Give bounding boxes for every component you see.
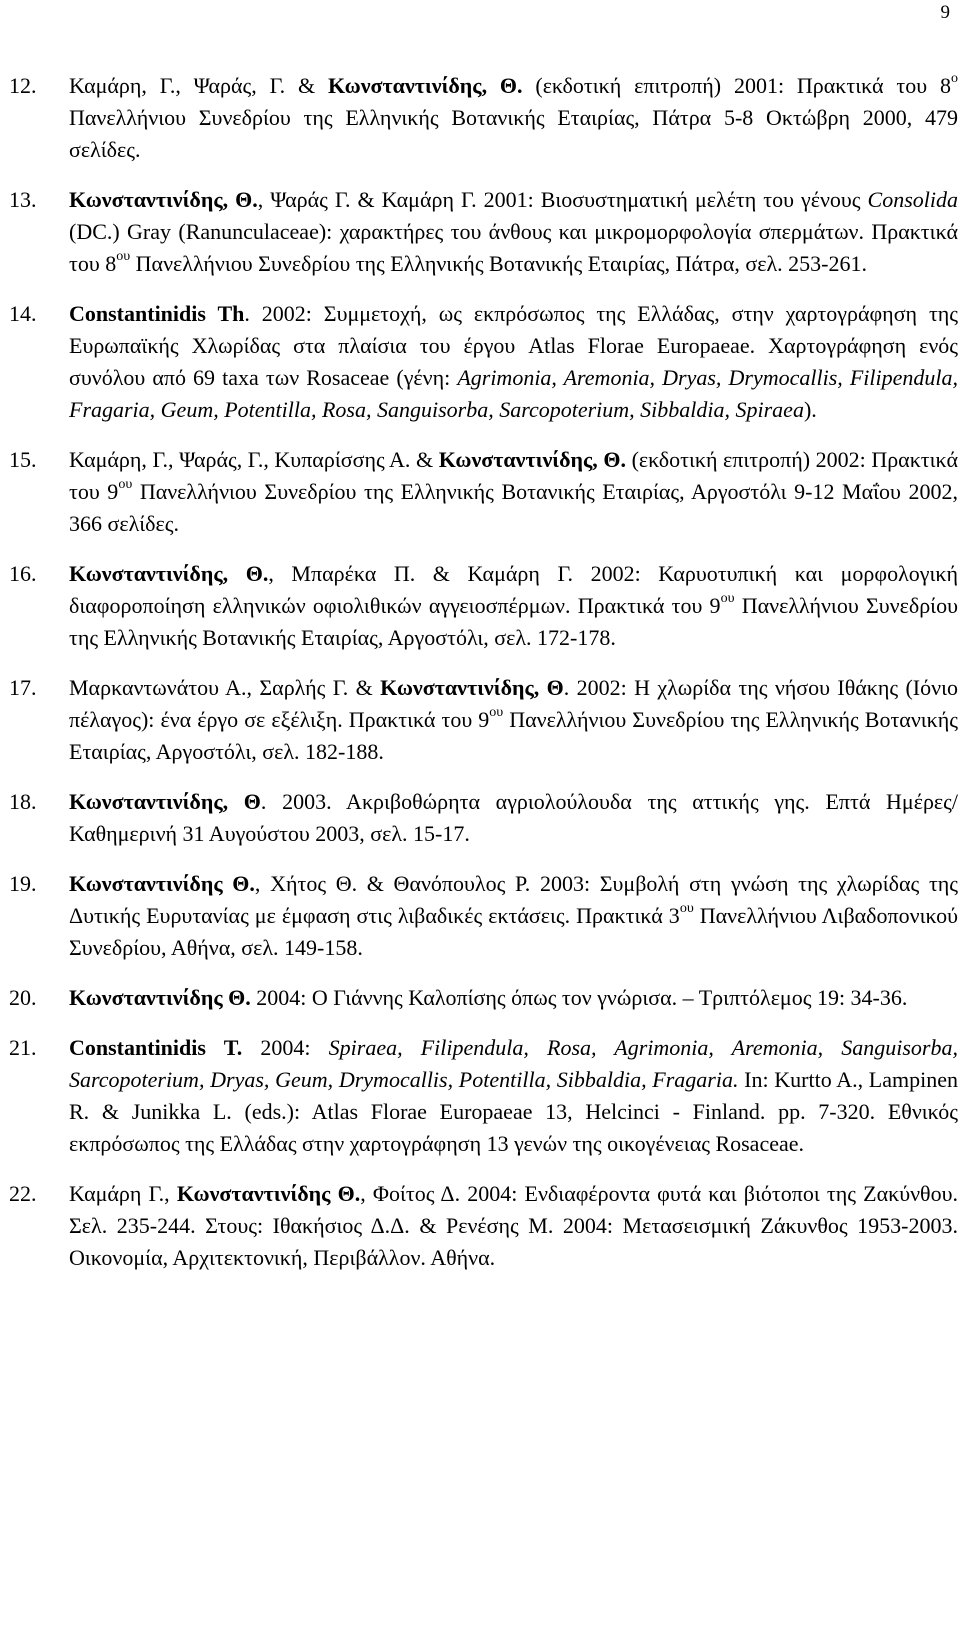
reference-text: Πανελλήνιου Συνεδρίου της Ελληνικής Βοτανικής Εταιρίας, Αργοστόλι 9-12 Μαΐου 2002, 366 σελίδες. xyxy=(69,479,959,536)
reference-number: 18. xyxy=(9,789,37,814)
ordinal-suffix: ο xyxy=(951,70,958,86)
reference-text: Πανελλήνιου Συνεδρίου της Ελληνικής Βοτανικής Εταιρίας, Αργοστόλι, σελ. 182-188. xyxy=(69,707,958,764)
reference-number: 12. xyxy=(9,73,37,98)
reference-text: Μαρκαντωνάτου Α., Σαρλής Γ. & xyxy=(69,675,381,700)
taxon-name: Spiraea, Filipendula, Rosa, Agrimonia, Aremonia, Sanguisorba, Sarcopoterium, Dryas, Geum, Drymocallis, Potentilla, Sibbaldia, Fragaria. xyxy=(69,1035,958,1092)
author-highlight: Κωνσταντινίδης, Θ xyxy=(69,789,261,814)
reference-text: Πανελλήνιου Συνεδρίου της Ελληνικής Βοτανικής Εταιρίας, Πάτρα, σελ. 253-261. xyxy=(130,251,867,276)
page-number: 9 xyxy=(940,2,950,23)
reference-number: 20. xyxy=(9,985,37,1010)
reference-text: Καμάρη, Γ., Ψαράς, Γ. & xyxy=(69,73,328,98)
reference-entry xyxy=(9,786,958,850)
author-highlight: Constantinidis Th xyxy=(69,301,245,326)
reference-entry xyxy=(9,868,958,964)
reference-text: Καμάρη, Γ., Ψαράς, Γ., Κυπαρίσσης Α. & xyxy=(69,447,439,472)
ordinal-suffix: ου xyxy=(116,248,131,264)
reference-text: (DC.) Gray (Ranunculaceae): χαρακτήρες του άνθους και μικρομορφολογία σπερμάτων. Πρακτικά του 8 xyxy=(69,219,958,276)
reference-text: Πανελλήνιου Λιβαδοπονικού Συνεδρίου, Αθήνα, σελ. 149-158. xyxy=(69,903,958,960)
reference-text: , Φοίτος Δ. 2004: Ενδιαφέροντα φυτά και βιότοποι της Ζακύνθου. Σελ. 235-244. Στους: Ιθακήσιος Δ.Δ. & Ρενέσης Μ. 2004: Μετασεισμική Ζάκυνθος 1953-2003. Οικονομία, Αρχιτεκτονική, Περιβάλλον. Αθήνα. xyxy=(69,1181,958,1270)
reference-list xyxy=(9,70,959,1292)
reference-text: , Μπαρέκα Π. & Καμάρη Γ. 2002: Καρυοτυπική και μορφολογική διαφοροποίηση ελληνικών οφιολιθικών αγγειοσπέρμων. Πρακτικά του 9 xyxy=(69,561,958,618)
reference-number: 22. xyxy=(9,1181,37,1206)
author-highlight: Constantinidis T. xyxy=(69,1035,243,1060)
reference-text: . 2003. Ακριβοθώρητα αγριολούλουδα της αττικής γης. Επτά Ημέρες/Καθημερινή 31 Αυγούστου 2003, σελ. 15-17. xyxy=(69,789,958,846)
reference-text: In: Kurtto A., Lampinen R. & Junikka L. (eds.): Atlas Florae Europaeae 13, Helcinci - Finland. pp. 7-320. Εθνικός εκπρόσωπος της Ελλάδας στην χαρτογράφηση 13 γενών της οικογένειας Rosaceae. xyxy=(69,1067,958,1156)
ordinal-suffix: ου xyxy=(679,900,694,916)
reference-entry xyxy=(9,70,958,166)
reference-number: 16. xyxy=(9,561,37,586)
reference-text: Πανελλήνιου Συνεδρίου της Ελληνικής Βοτανικής Εταιρίας, Αργοστόλι, σελ. 172-178. xyxy=(69,593,958,650)
reference-number: 19. xyxy=(9,871,37,896)
reference-text: ). xyxy=(803,397,817,422)
reference-number: 17. xyxy=(9,675,37,700)
reference-text: 2004: xyxy=(242,1035,329,1060)
ordinal-suffix: ου xyxy=(118,476,133,492)
reference-text: Καμάρη Γ., xyxy=(69,1181,177,1206)
reference-entry xyxy=(9,672,958,768)
author-highlight: Κωνσταντινίδης, Θ. xyxy=(438,447,626,472)
reference-entry xyxy=(9,298,959,426)
author-highlight: Κωνσταντινίδης, Θ. xyxy=(69,561,269,586)
reference-text: (εκδοτική επιτροπή) 2001: Πρακτικά του 8 xyxy=(522,73,951,98)
reference-entry xyxy=(9,982,958,1014)
ordinal-suffix: ου xyxy=(720,590,735,606)
reference-number: 13. xyxy=(9,187,37,212)
reference-text: Πανελλήνιου Συνεδρίου της Ελληνικής Βοτανικής Εταιρίας, Πάτρα 5-8 Οκτώβρη 2000, 479 σελίδες. xyxy=(69,105,958,162)
reference-entry xyxy=(9,1178,958,1274)
author-highlight: Κωνσταντινίδης, Θ. xyxy=(327,73,523,98)
author-highlight: Κωνσταντινίδης Θ. xyxy=(69,985,251,1010)
author-highlight: Κωνσταντινίδης Θ. xyxy=(176,1181,361,1206)
reference-text: 2004: Ο Γιάννης Καλοπίσης όπως τον γνώρισα. – Τριπτόλεμος 19: 34-36. xyxy=(250,985,908,1010)
taxon-name: Agrimonia, Aremonia, Dryas, Drymocallis, Filipendula, Fragaria, Geum, Potentilla, Rosa, Sanguisorba, Sarcopoterium, Sibbaldia, Spiraea xyxy=(69,365,959,422)
taxon-name: Consolida xyxy=(867,187,958,212)
reference-entry xyxy=(9,444,959,540)
reference-number: 14. xyxy=(9,301,37,326)
ordinal-suffix: ου xyxy=(489,704,504,720)
reference-number: 15. xyxy=(9,447,37,472)
author-highlight: Κωνσταντινίδης, Θ xyxy=(380,675,564,700)
author-highlight: Κωνσταντινίδης, Θ. xyxy=(69,187,258,212)
reference-entry xyxy=(9,1032,958,1160)
reference-entry xyxy=(9,558,958,654)
reference-text: (εκδοτική επιτροπή) 2002: Πρακτικά του 9 xyxy=(69,447,958,504)
reference-text: , Ψαράς Γ. & Καμάρη Γ. 2001: Βιοσυστηματική μελέτη του γένους xyxy=(257,187,868,212)
reference-text: , Χήτος Θ. & Θανόπουλος Ρ. 2003: Συμβολή στη γνώση της χλωρίδας της Δυτικής Ευρυτανίας με έμφαση στις λιβαδικές εκτάσεις. Πρακτικά 3 xyxy=(69,871,958,928)
reference-entry xyxy=(9,184,958,280)
reference-text: . 2002: Η χλωρίδα της νήσου Ιθάκης (Ιόνιο πέλαγος): ένα έργο σε εξέλιξη. Πρακτικά του 9 xyxy=(69,675,958,732)
author-highlight: Κωνσταντινίδης Θ. xyxy=(69,871,255,896)
reference-number: 21. xyxy=(9,1035,37,1060)
reference-text: . 2002: Συμμετοχή, ως εκπρόσωπος της Ελλάδας, στην χαρτογράφηση της Ευρωπαϊκής Χλωρίδας στα πλαίσια του έργου Atlas Florae Europaeae. Χαρτογράφηση ενός συνόλου από 69 taxa των Rosaceae (γένη: xyxy=(69,301,959,390)
